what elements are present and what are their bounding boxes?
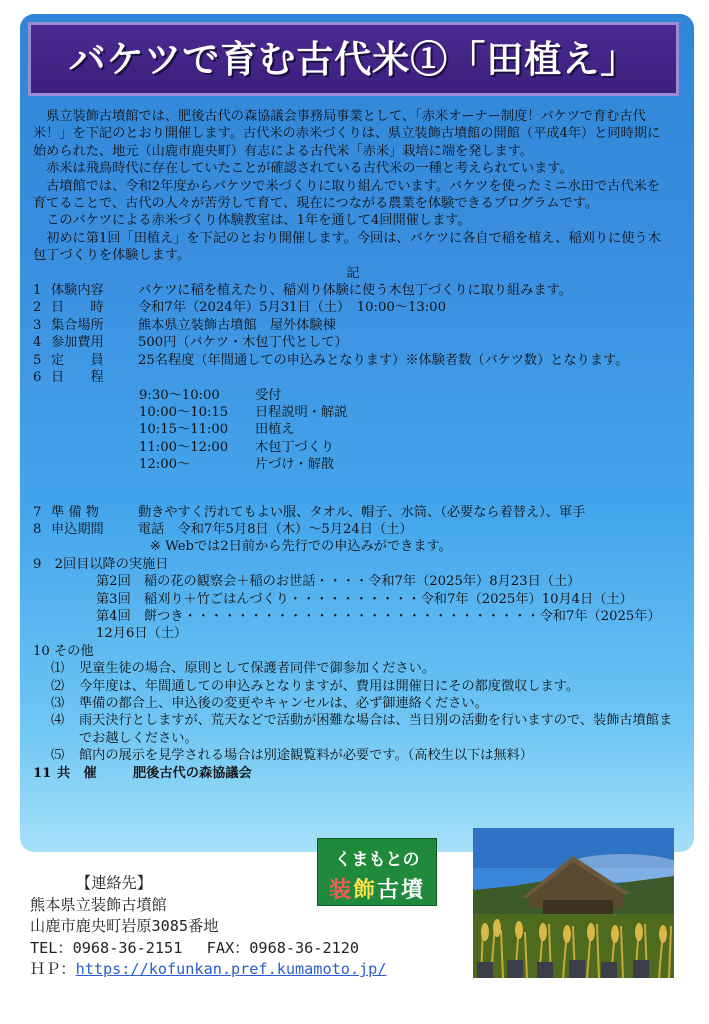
other-text: 準備の都合上、申込後の変更やキャンセルは、必ず御連絡ください。 (79, 696, 488, 711)
item-preparation (33, 504, 673, 521)
other-item (33, 747, 673, 764)
other-item (33, 695, 673, 712)
schedule-row (139, 404, 673, 421)
other-number: ⑶ (51, 696, 65, 711)
item-number: 3 (33, 317, 42, 333)
round-row (96, 573, 673, 590)
intro-paragraph-2: 赤米は飛鳥時代に存在していたことが確認されている古代米の一種と考えられています。 (46, 161, 573, 177)
contact-phone-fax: TEL：0968-36-2151 FAX：0968-36-2120 (30, 938, 360, 957)
contact-org: 熊本県立装飾古墳館 (30, 895, 167, 914)
item-label: 定 員 (51, 352, 104, 368)
item-label: 体験内容 (51, 283, 104, 299)
schedule-row (139, 421, 673, 438)
schedule-row (139, 439, 673, 456)
others-heading: 10 その他 (33, 643, 94, 659)
item-number: 1 (33, 283, 42, 299)
other-number: ⑴ (51, 661, 65, 677)
rounds-list (33, 573, 673, 643)
schedule-time: 12:00～ (139, 457, 191, 473)
item-value: 動きやすく汚れてもよい服、タオル、帽子、水筒、（必要なら着替え）、軍手 (138, 504, 586, 520)
schedule-row (139, 456, 673, 473)
contact-info (30, 873, 386, 981)
item-number: 2 (33, 300, 42, 316)
item-content (33, 282, 673, 299)
web-note: ※ Webでは2日前から先行での申込みができます。 (150, 539, 452, 555)
item-value: 25名程度（年間通しての申込みとなります）※体験者数（バケツ数）となります。 (138, 352, 629, 368)
hp-label: ＨＰ： (30, 960, 76, 979)
round-label: 第4回 (96, 608, 131, 624)
logo-char: 装 (328, 878, 353, 903)
item-label: 集合場所 (51, 317, 104, 333)
contact-heading: 【連絡先】 (76, 874, 152, 892)
other-text: 今年度は、年間通しての申込みとなりますが、費用は開催日にその都度徴収します。 (79, 678, 580, 694)
item-value: 肥後古代の森協議会 (133, 765, 252, 781)
logo-char: 飾 (352, 878, 377, 903)
other-item (33, 712, 673, 747)
item-capacity (33, 352, 673, 369)
contact-address: 山鹿市鹿央町岩原3085番地 (30, 917, 219, 936)
item-label: 参加費用 (51, 335, 104, 351)
schedule-event: 片づけ・解散 (255, 457, 335, 473)
intro-paragraph-4: このバケツによる赤米づくり体験教室は、1年を通して4回開催します。 (46, 213, 471, 229)
schedule-event: 田植え (255, 422, 295, 438)
round-desc: 稲刈り＋竹ごはんづくり・・・・・・・・・・令和7年（2025年）10月4日（土） (143, 591, 633, 607)
notice-body (33, 108, 673, 782)
round-desc: 稲の花の観察会＋稲のお世話・・・・令和7年（2025年）8月23日（土） (143, 574, 581, 590)
round-row (96, 591, 673, 608)
schedule-time: 9:30～10:00 (139, 387, 220, 403)
item-label: 日 程 (51, 370, 104, 386)
intro-paragraph-1: 県立装飾古墳館では、肥後古代の森協議会事務局事業として、「赤米オーナー制度！バケツで育む古代米！」を下記のとおり開催します。古代米の赤米づくりは、県立装飾古墳館の開館（平成4年）と同時期に始められた、地元（山鹿市鹿央町）有志による古代米「赤米」栽培に端を発します。 (33, 109, 661, 159)
schedule-list (33, 387, 673, 474)
item-value: 電話 令和7年5月8日（木）～5月24日（土） (138, 521, 413, 537)
logo-char: 墳 (401, 878, 426, 903)
item-value: 令和7年（2024年）5月31日（土） 10:00～13:00 (138, 300, 446, 316)
item-datetime (33, 299, 673, 316)
title-banner (28, 22, 679, 96)
logo-line-1: くまもとの (334, 850, 420, 870)
rounds-heading: 9 2回目以降の実施日 (33, 556, 169, 572)
rice-bucket-photo (473, 828, 674, 978)
item-schedule (33, 369, 673, 386)
schedule-time: 10:00～10:15 (139, 404, 229, 420)
logo-char: 古 (377, 878, 402, 903)
item-number: 5 (33, 352, 42, 368)
item-number: 7 (33, 504, 42, 520)
item-value: 500円（バケツ・木包丁代として） (138, 335, 348, 351)
schedule-event: 日程説明・解説 (255, 404, 348, 420)
intro-paragraph-5: 初めに第1回「田植え」を下記のとおり開催します。今回は、バケツに各自で稲を植え、稲刈りに使う木包丁づくりを体験します。 (33, 230, 661, 264)
other-number: ⑸ (51, 748, 65, 764)
other-number: ⑵ (51, 678, 65, 694)
item-label: 申込期間 (51, 521, 104, 537)
schedule-event: 受付 (255, 387, 282, 403)
item-number: 6 (33, 370, 42, 386)
ki-heading: 記 (346, 265, 360, 281)
round-row (96, 608, 673, 643)
round-label: 第3回 (96, 591, 131, 607)
item-cosponsor (33, 765, 673, 782)
schedule-time: 11:00～12:00 (139, 439, 229, 455)
item-value: バケツに稲を植えたり、稲刈り体験に使う木包丁づくりに取り組みます。 (138, 283, 572, 299)
item-fee (33, 334, 673, 351)
item-value: 熊本県立装飾古墳館 屋外体験棟 (138, 317, 336, 333)
item-label: 準 備 物 (51, 504, 99, 520)
other-text: 館内の展示を見学される場合は別途観覧料が必要です。（高校生以下は無料） (79, 748, 533, 764)
round-label: 第2回 (96, 574, 131, 590)
item-place (33, 317, 673, 334)
round-desc: 餅つき・・・・・・・・・・・・・・・・・・・・・・・・・・・令和7年（2025年）12月6日（土） (96, 608, 661, 642)
intro-paragraph-3: 古墳館では、令和2年度からバケツで米づくりに取り組んでいます。バケツを使ったミニ水田で古代米を育てることで、古代の人々が苦労して育て、現在につながる農業を体験できるプログラムです。 (33, 178, 660, 212)
hp-link[interactable]: https://kofunkan.pref.kumamoto.jp/ (75, 960, 387, 979)
item-number: 11 (33, 765, 52, 781)
page-title: バケツで育む古代米①「田植え」 (68, 37, 639, 81)
schedule-event: 木包丁づくり (255, 439, 335, 455)
schedule-row (139, 387, 673, 404)
item-number: 4 (33, 335, 42, 351)
item-label: 日 時 (51, 300, 104, 316)
item-application (33, 521, 673, 538)
item-label: 共 催 (57, 765, 97, 781)
other-text: 児童生徒の場合、原則として保護者同伴で御参加ください。 (79, 661, 436, 677)
other-item (33, 660, 673, 677)
other-text: 雨天決行としますが、荒天などで活動が困難な場合は、当日別の活動を行いますので、装飾古墳館までお越しください。 (79, 713, 673, 746)
other-item (33, 678, 673, 695)
schedule-time: 10:15～11:00 (139, 422, 229, 438)
item-number: 8 (33, 521, 42, 537)
other-number: ⑷ (51, 713, 65, 729)
contact-hp (30, 959, 386, 981)
